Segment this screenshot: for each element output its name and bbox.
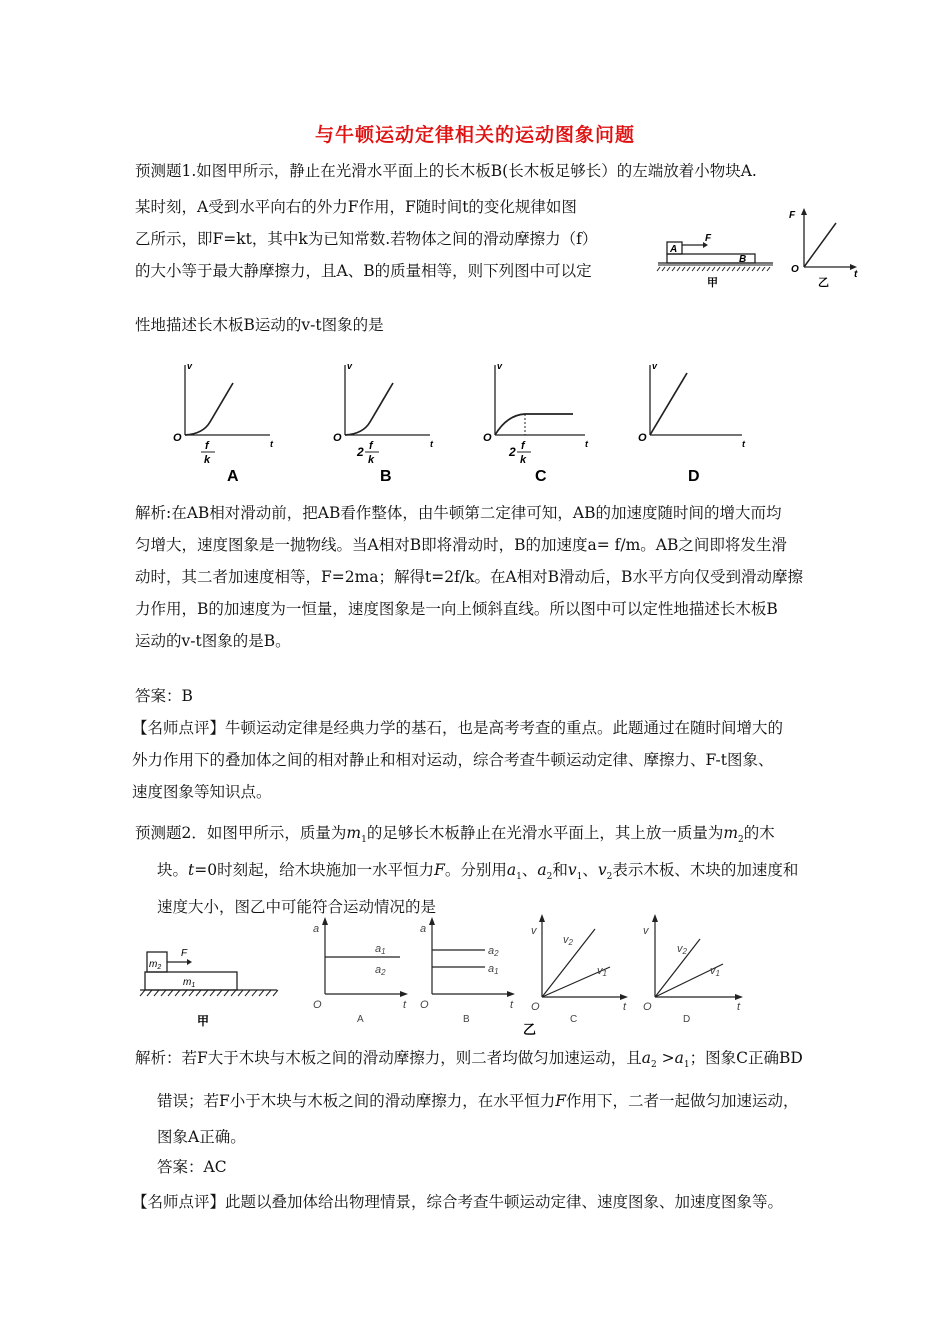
p2b-a-arrow bbox=[429, 917, 435, 925]
p2c-t-arrow bbox=[620, 994, 628, 1000]
p2-force-head bbox=[187, 959, 192, 965]
b-origin: O bbox=[333, 432, 342, 444]
p2d-v2-label: v2 bbox=[677, 943, 687, 956]
problem1-option-graphs bbox=[165, 355, 625, 490]
p2-option-d-label: D bbox=[683, 1014, 691, 1025]
answer2: 答案：AC bbox=[157, 1158, 227, 1176]
p2c-v-arrow bbox=[539, 914, 545, 922]
review1-line1: 【名师点评】牛顿运动定律是经典力学的基石，也是高考考查的重点。此题通过在随时间增大的 bbox=[132, 719, 784, 737]
p2d-v1-label: v1 bbox=[710, 965, 720, 978]
f-line bbox=[804, 223, 836, 267]
c-curve bbox=[495, 414, 573, 435]
p2-option-b-label: B bbox=[463, 1014, 470, 1025]
p2-option-b-graph[interactable] bbox=[420, 917, 515, 1025]
c-two: 2 bbox=[509, 445, 516, 459]
p2c-origin: O bbox=[531, 1001, 540, 1013]
a-curve bbox=[185, 383, 233, 435]
d-line bbox=[650, 373, 687, 435]
figure-jia-label: 甲 bbox=[707, 277, 718, 289]
p2a-t-arrow bbox=[400, 991, 408, 997]
d-origin: O bbox=[638, 432, 647, 444]
review2: 【名师点评】此题以叠加体给出物理情景，综合考查牛顿运动定律、速度图象、加速度图象等。 bbox=[132, 1193, 784, 1211]
problem1-line3: 乙所示，即F=kt，其中k为已知常数.若物体之间的滑动摩擦力（f） bbox=[135, 230, 598, 248]
option-d-graph[interactable] bbox=[638, 361, 746, 485]
a-t-label: t bbox=[270, 439, 273, 449]
p2d-origin: O bbox=[643, 1001, 652, 1013]
problem2 bbox=[135, 818, 815, 922]
solution2-line2: 错误；若F小于木块与木板之间的滑动摩擦力，在水平恒力F作用下，二者一起做匀加速运动， bbox=[157, 1092, 799, 1111]
problem1-line4: 的大小等于最大静摩擦力，且A、B的质量相等，则下列图中可以定 bbox=[135, 262, 592, 280]
p2b-a1-label: a1 bbox=[488, 963, 499, 976]
problem1-wrapped-text bbox=[135, 191, 635, 287]
problem2-line1: 预测题2．如图甲所示，质量为$m_1$的足够长木板静止在光滑水平面上，其上放一质量为$m_2$的木 bbox=[135, 824, 775, 846]
force-label: F bbox=[705, 233, 712, 244]
p2d-t-label: t bbox=[737, 1001, 741, 1013]
b-curve bbox=[345, 383, 393, 435]
p2-option-c-graph[interactable] bbox=[531, 914, 628, 1025]
solution1-line3: 动时，其二者加速度相等，F=2ma；解得t=2f/k。在A相对B滑动后，B水平方向仅受到滑动摩擦 bbox=[135, 568, 803, 586]
option-a-graph[interactable] bbox=[173, 361, 274, 485]
answer1: 答案：B bbox=[135, 687, 193, 705]
f-axis-label: F bbox=[789, 210, 796, 221]
problem2-figure-jia bbox=[135, 940, 290, 1035]
solution2-line3: 图象A正确。 bbox=[157, 1128, 246, 1147]
p2-option-a-label: A bbox=[357, 1014, 364, 1025]
a-frac-den: k bbox=[204, 454, 211, 466]
p2a-origin: O bbox=[313, 999, 322, 1011]
solution1-line4: 力作用，B的加速度为一恒量，速度图象是一向上倾斜直线。所以图中可以定性地描述长木板B bbox=[135, 600, 778, 618]
origin-label: O bbox=[791, 264, 799, 275]
board-b-label: B bbox=[739, 254, 747, 265]
solution1 bbox=[135, 497, 815, 657]
problem1-line5: 性地描述长木板B运动的v-t图象的是 bbox=[135, 316, 384, 334]
p2-option-d-graph[interactable] bbox=[643, 914, 743, 1025]
c-origin: O bbox=[483, 432, 492, 444]
solution2 bbox=[135, 1040, 817, 1155]
option-b-graph[interactable] bbox=[333, 361, 434, 485]
p2d-v-label: v bbox=[643, 925, 649, 937]
p2d-t-arrow bbox=[735, 994, 743, 1000]
c-frac-den: k bbox=[520, 454, 527, 466]
p2b-a-label: a bbox=[420, 923, 427, 935]
c-v-label: v bbox=[497, 361, 503, 371]
c-t-label: t bbox=[585, 439, 588, 449]
page-title: 与牛顿运动定律相关的运动图象问题 bbox=[314, 124, 635, 146]
p2-ground-hatch bbox=[140, 990, 278, 996]
p2-option-c-label: C bbox=[570, 1014, 578, 1025]
p2b-a2-label: a2 bbox=[488, 945, 499, 958]
option-c-label: C bbox=[535, 468, 547, 485]
t-axis-label: t bbox=[854, 269, 858, 280]
option-a-label: A bbox=[227, 468, 239, 485]
option-c-graph[interactable] bbox=[483, 361, 589, 485]
problem1-figure-yi bbox=[786, 205, 866, 290]
a-frac-num: f bbox=[205, 440, 209, 452]
board-m1-label: $m_1$ bbox=[183, 977, 196, 989]
p2-figure-yi-label: 乙 bbox=[523, 1022, 537, 1037]
solution2-line1: 解析：若F大于木块与木板之间的滑动摩擦力，则二者均做匀加速运动，且$a_2 >a_1$；图象C正确BD bbox=[135, 1049, 803, 1071]
review1-line2: 外力作用下的叠加体之间的相对静止和相对运动，综合考查牛顿运动定律、摩擦力、F-t图象、 bbox=[132, 751, 774, 769]
problem1-option-d-svg bbox=[630, 355, 760, 490]
review1-line3: 速度图象等知识点。 bbox=[132, 783, 272, 801]
p2a-a2-label: a2 bbox=[375, 964, 386, 977]
block-a-label: A bbox=[670, 244, 678, 255]
block-m2-label: $m_2$ bbox=[149, 959, 162, 971]
b-two: 2 bbox=[357, 445, 364, 459]
p2c-t-label: t bbox=[623, 1001, 627, 1013]
p2c-v-label: v bbox=[531, 925, 537, 937]
solution1-line5: 运动的v-t图象的是B。 bbox=[135, 632, 291, 650]
p2a-a-arrow bbox=[322, 917, 328, 925]
b-frac-num: f bbox=[369, 440, 373, 452]
p2a-t-label: t bbox=[403, 999, 407, 1011]
problem1-line2: 某时刻，A受到水平向右的外力F作用，F随时间t的变化规律如图 bbox=[135, 198, 577, 216]
solution1-line1: 解析:在AB相对滑动前，把AB看作整体，由牛顿第二定律可知，AB的加速度随时间的增大而均 bbox=[135, 504, 782, 522]
problem2-line3: 速度大小，图乙中可能符合运动情况的是 bbox=[157, 898, 437, 917]
option-b-label: B bbox=[380, 468, 392, 485]
c-frac-num: f bbox=[521, 440, 525, 452]
p2-force-label: F bbox=[181, 948, 188, 959]
option-d-label: D bbox=[688, 468, 700, 485]
b-frac-den: k bbox=[368, 454, 375, 466]
figure-yi-label: 乙 bbox=[818, 277, 829, 289]
a-origin: O bbox=[173, 432, 182, 444]
review1 bbox=[132, 712, 820, 808]
d-v-label: v bbox=[652, 361, 658, 371]
p2d-v-arrow bbox=[652, 914, 658, 922]
p2c-v2-label: v2 bbox=[563, 934, 573, 947]
f-axis-arrow bbox=[801, 208, 807, 215]
d-t-label: t bbox=[742, 439, 745, 449]
p2a-a1-label: a1 bbox=[375, 943, 386, 956]
problem2-graphs bbox=[305, 912, 765, 1042]
p2-option-a-graph[interactable] bbox=[313, 917, 408, 1025]
problem1-figure-jia bbox=[655, 215, 780, 290]
p2b-origin: O bbox=[420, 999, 429, 1011]
problem2-line2: 块。t=0时刻起，给木块施加一水平恒力F。分别用$a_1$、$a_2$和$v_1$、$v_2$表示木板、木块的加速度和 bbox=[157, 861, 799, 883]
a-v-label: v bbox=[187, 361, 193, 371]
p2c-v1-label: v1 bbox=[597, 965, 607, 978]
p2b-t-arrow bbox=[507, 991, 515, 997]
b-t-label: t bbox=[430, 439, 433, 449]
p2-figure-jia-label: 甲 bbox=[197, 1014, 210, 1028]
solution1-line2: 匀增大，速度图象是一抛物线。当A相对B即将滑动时，B的加速度a= f/m。AB之间即将发生滑 bbox=[135, 536, 787, 554]
p2b-t-label: t bbox=[510, 999, 514, 1011]
b-v-label: v bbox=[347, 361, 353, 371]
ground-hatch bbox=[657, 267, 770, 271]
p2a-a-label: a bbox=[313, 923, 320, 935]
problem1-line1: 预测题1.如图甲所示，静止在光滑水平面上的长木板B(长木板足够长）的左端放着小物块A. bbox=[135, 162, 757, 180]
